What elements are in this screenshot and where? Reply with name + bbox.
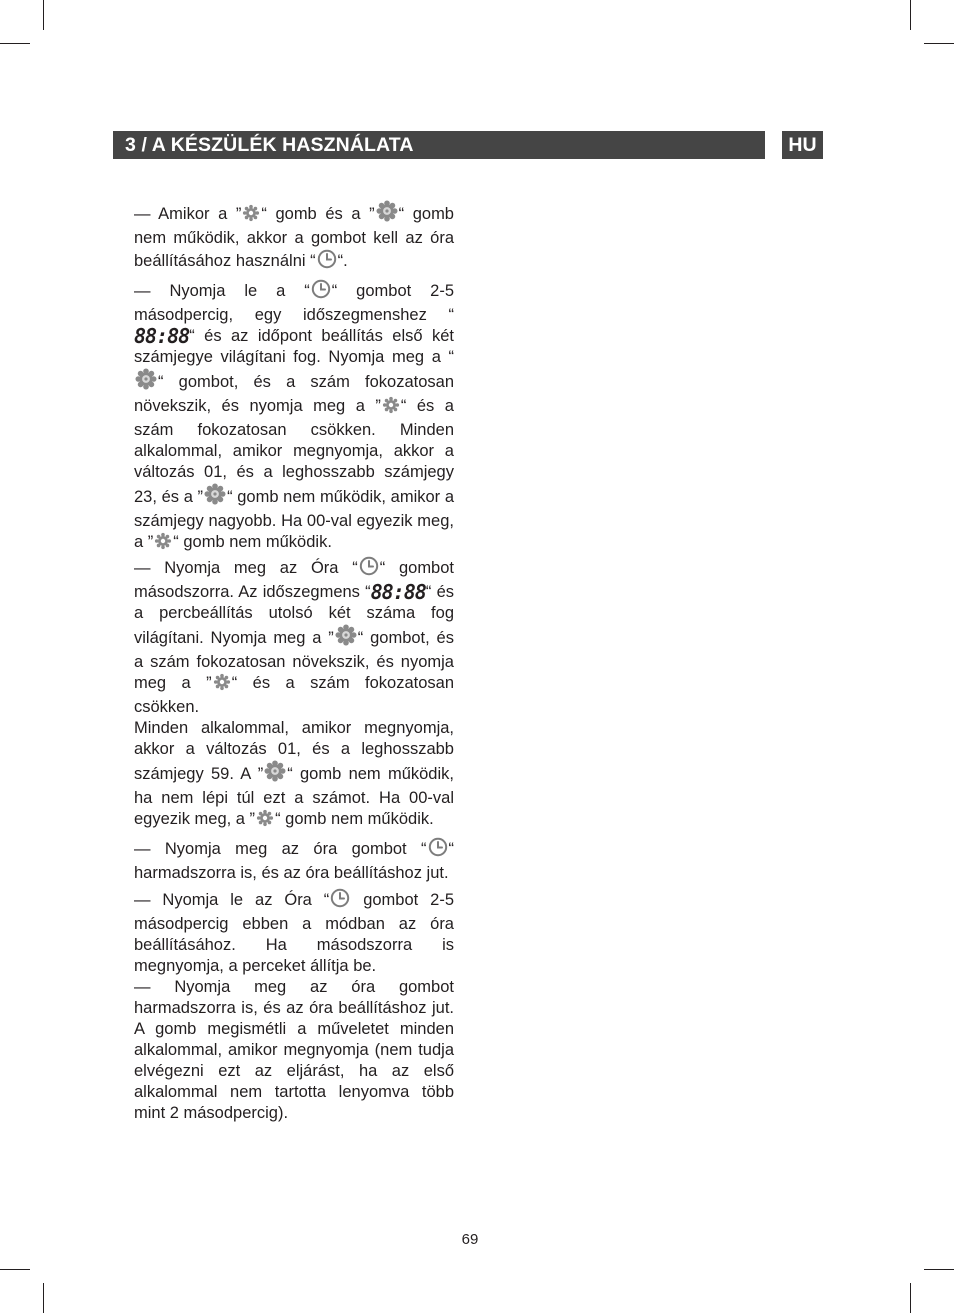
section-header: 3 / A KÉSZÜLÉK HASZNÁLATA bbox=[113, 131, 765, 159]
gear-minus-icon bbox=[154, 532, 172, 556]
crop-mark-bottom-right-h bbox=[924, 1269, 954, 1270]
paragraph-6: — Nyomja le az Óra “ gombot 2-5 másodpercig ebben a módban az óra beállításához. Ha másodszorra is megnyomja, a perceket állítja be. bbox=[134, 888, 454, 977]
paragraph-4: Minden alkalommal, amikor megnyomja, akkor a változás 01, és a leghosszabb számjegy 59. A ” “ gomb nem működik, ha nem lépi túl ezt a számot. Ha 00-val egyezik meg, a ” “ gomb nem működik. bbox=[134, 718, 454, 833]
gear-minus-icon bbox=[382, 396, 400, 420]
gear-minus-icon bbox=[213, 673, 231, 697]
crop-mark-bottom-right bbox=[910, 1283, 911, 1313]
clock-icon bbox=[428, 837, 448, 863]
gear-minus-icon bbox=[242, 204, 260, 228]
digital-display-icon: 88:88 bbox=[134, 324, 190, 348]
gear-plus-icon bbox=[376, 200, 398, 228]
gear-plus-icon bbox=[335, 624, 357, 652]
crop-mark-top-right-h bbox=[924, 43, 954, 44]
crop-mark-top-right bbox=[910, 0, 911, 30]
clock-icon bbox=[359, 556, 379, 582]
gear-plus-icon bbox=[135, 368, 157, 396]
paragraph-1: — Amikor a ” “ gomb és a ” “ gomb nem működik, akkor a gombot kell az óra beállításához használni “ “. bbox=[134, 200, 454, 275]
instructions-column bbox=[134, 200, 454, 1128]
paragraph-5: — Nyomja meg az óra gombot “ “ harmadszorra is, és az óra beállításhoz jut. bbox=[134, 837, 454, 884]
gear-minus-icon bbox=[256, 809, 274, 833]
crop-mark-bottom-left bbox=[43, 1283, 44, 1313]
page-number: 69 bbox=[461, 1231, 479, 1248]
crop-mark-top-left bbox=[43, 0, 44, 30]
clock-icon bbox=[317, 249, 337, 275]
digital-display-icon: 88:88 bbox=[370, 580, 426, 604]
crop-mark-bottom-left-h bbox=[0, 1269, 30, 1270]
language-badge: HU bbox=[782, 131, 823, 159]
paragraph-3: — Nyomja meg az Óra “ “ gombot másodszorra. Az időszegmens “88:88“ és a percbeállítás utolsó két száma fog világítani. Nyomja meg a ” “ gombot, és a szám fokozatosan növekszik, és nyomja meg a ” “ és a szám fokozatosan csökken. bbox=[134, 556, 454, 718]
clock-icon bbox=[330, 888, 350, 914]
gear-plus-icon bbox=[204, 483, 226, 511]
paragraph-2: — Nyomja le a “ “ gombot 2-5 másodpercig, egy időszegmenshez “88:88“ és az időpont beállítás első két számjegye világítani fog. Nyomja meg a ““ gombot, és a szám fokozatosan növekszik, és nyomja meg a ” “ és a szám fokozatosan csökken. Minden alkalommal, amikor megnyomja, akkor a változás 01, és a leghosszabb számjegy 23, és a ” “ gomb nem működik, amikor a számjegy nagyobb. Ha 00-val egyezik meg, a ” “ gomb nem működik. bbox=[134, 279, 454, 556]
crop-mark-top-left-h bbox=[0, 43, 30, 44]
paragraph-7: — Nyomja meg az óra gombot harmadszorra is, és az óra beállításhoz jut. A gomb megismétli a műveletet minden alkalommal, amikor megnyomja (nem tudja elvégezni ezt az eljárást, ha az első alkalommal nem tartotta lenyomva több mint 2 másodpercig). bbox=[134, 978, 454, 1122]
clock-icon bbox=[311, 279, 331, 305]
gear-plus-icon bbox=[264, 760, 286, 788]
